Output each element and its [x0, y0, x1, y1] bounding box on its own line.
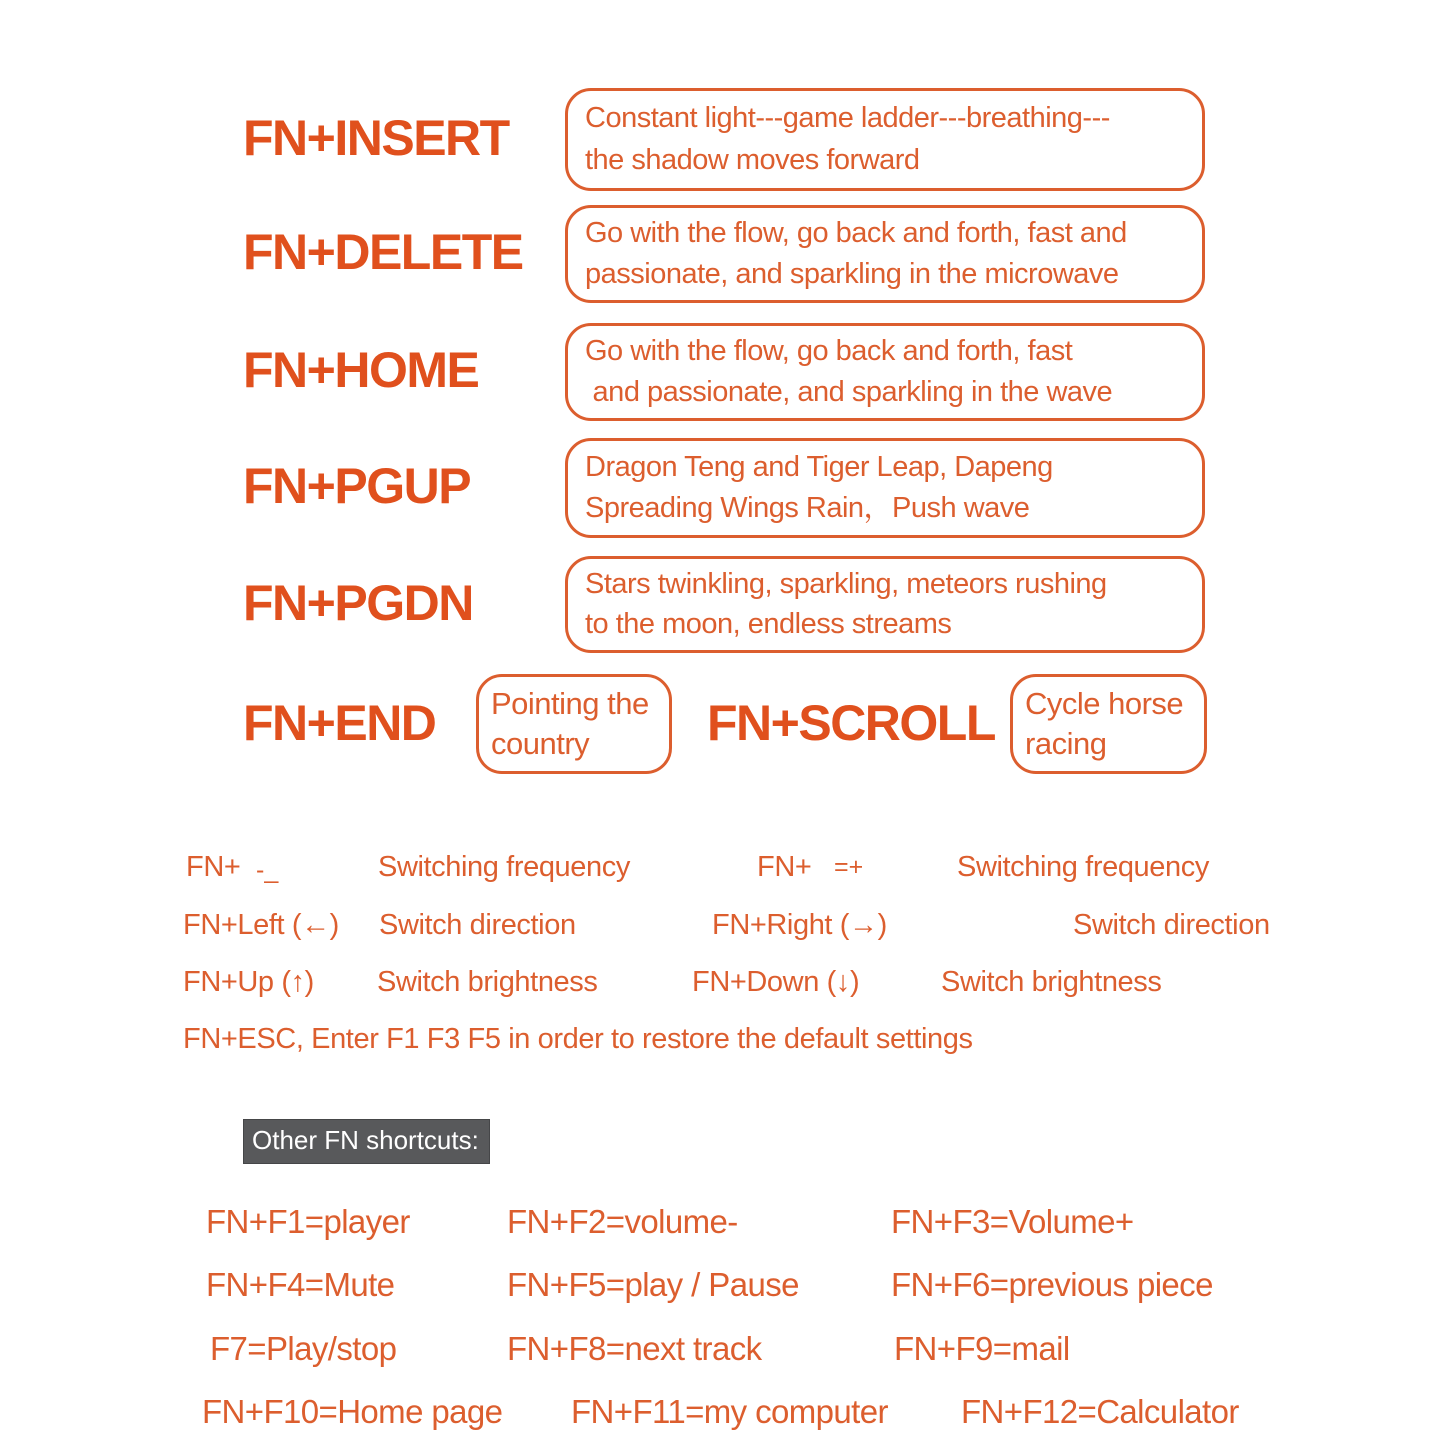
- shortcut-f9: FN+F9=mail: [894, 1330, 1070, 1367]
- key-label-fn-pgdn: FN+PGDN: [243, 575, 473, 631]
- desc-line: Stars twinkling, sparkling, meteors rushing: [585, 567, 1107, 600]
- desc-line: the shadow moves forward: [585, 144, 920, 177]
- desc-line: Cycle horse: [1025, 685, 1184, 721]
- desc-box-fn-insert: [565, 88, 1205, 191]
- combo-action: Switch brightness: [941, 966, 1162, 998]
- combo-key-right: FN+Right (→): [712, 909, 887, 941]
- desc-box-fn-scroll: [1010, 674, 1207, 774]
- combo-key-plus-suffix: =+: [834, 853, 864, 881]
- combo-key-left: FN+Left (←): [183, 909, 339, 941]
- shortcut-f10: FN+F10=Home page: [202, 1393, 503, 1430]
- key-label-fn-insert: FN+INSERT: [243, 110, 509, 166]
- desc-line: to the moon, endless streams: [585, 608, 952, 641]
- shortcut-f6: FN+F6=previous piece: [891, 1266, 1213, 1303]
- desc-line: Go with the flow, go back and forth, fast and: [585, 217, 1127, 250]
- other-shortcuts-badge: Other FN shortcuts:: [243, 1119, 490, 1164]
- shortcut-f4: FN+F4=Mute: [206, 1266, 395, 1303]
- combo-key-up: FN+Up (↑): [183, 966, 314, 998]
- desc-line: Go with the flow, go back and forth, fast: [585, 335, 1073, 368]
- combo-action: Switch direction: [379, 909, 576, 941]
- desc-box-fn-home: [565, 323, 1205, 421]
- combo-key-plus: FN+: [757, 851, 812, 883]
- shortcut-f3: FN+F3=Volume+: [891, 1203, 1134, 1240]
- esc-reset-note: FN+ESC, Enter F1 F3 F5 in order to restore the default settings: [183, 1023, 973, 1055]
- combo-action: Switching frequency: [957, 851, 1209, 883]
- combo-action: Switching frequency: [378, 851, 630, 883]
- desc-line: racing: [1025, 726, 1107, 761]
- key-label-fn-home: FN+HOME: [243, 342, 479, 398]
- desc-box-fn-end: [476, 674, 672, 774]
- key-label-fn-pgup: FN+PGUP: [243, 458, 471, 514]
- shortcut-f8: FN+F8=next track: [507, 1330, 762, 1367]
- desc-line: Pointing the: [491, 685, 649, 721]
- desc-line: passionate, and sparkling in the microwave: [585, 258, 1119, 291]
- desc-line: country: [491, 726, 590, 761]
- combo-key-minus-suffix: -_: [256, 856, 279, 884]
- shortcut-f7: F7=Play/stop: [210, 1330, 397, 1367]
- desc-box-fn-pgup: [565, 438, 1205, 538]
- key-label-fn-end: FN+END: [243, 695, 436, 751]
- shortcut-f12: FN+F12=Calculator: [961, 1393, 1239, 1430]
- shortcut-f2: FN+F2=volume-: [507, 1203, 738, 1240]
- shortcut-f5: FN+F5=play / Pause: [507, 1266, 799, 1303]
- desc-line: Spreading Wings Rain，Push wave: [585, 492, 1030, 525]
- combo-action: Switch brightness: [377, 966, 598, 998]
- desc-line: Dragon Teng and Tiger Leap, Dapeng: [585, 450, 1053, 483]
- desc-line: and passionate, and sparkling in the wave: [585, 376, 1113, 409]
- desc-box-fn-pgdn: [565, 556, 1205, 653]
- combo-key-down: FN+Down (↓): [692, 966, 860, 998]
- key-label-fn-scroll: FN+SCROLL: [707, 695, 995, 751]
- combo-key-minus: FN+: [186, 851, 241, 883]
- shortcut-f11: FN+F11=my computer: [571, 1393, 888, 1430]
- desc-line: Constant light---game ladder---breathing---: [585, 101, 1110, 134]
- shortcut-f1: FN+F1=player: [206, 1203, 410, 1240]
- key-label-fn-delete: FN+DELETE: [243, 224, 523, 280]
- combo-action: Switch direction: [1073, 909, 1270, 941]
- desc-box-fn-delete: [565, 205, 1205, 303]
